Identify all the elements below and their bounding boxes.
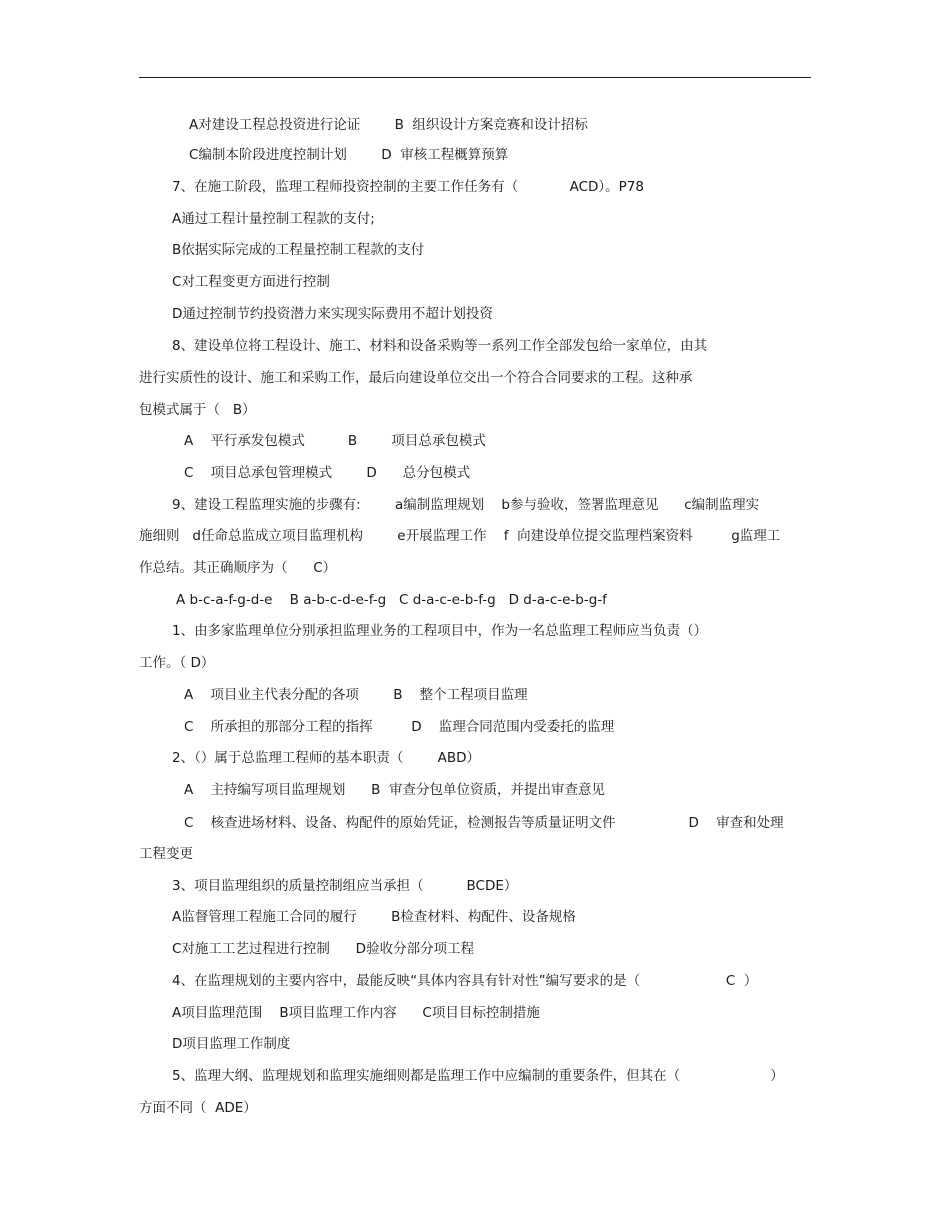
q1-stem-line1: 1、由多家监理单位分别承担监理业务的工程项目中，作为一名总监理工程师应当负责（） (172, 623, 708, 639)
q4-options-abc: A项目监理范围 B项目监理工作内容 C项目目标控制措施 (172, 1005, 540, 1021)
q4-stem: 4、在监理规划的主要内容中，最能反映“具体内容具有针对性”编写要求的是（ C ） (172, 973, 758, 989)
q8-options-cd: C 项目总承包管理模式 D 总分包模式 (184, 465, 471, 481)
q7-stem: 7、在施工阶段，监理工程师投资控制的主要工作任务有（ ACD）。P78 (172, 179, 644, 195)
q7-option-d: D通过控制节约投资潜力来实现实际费用不超计划投资 (172, 306, 493, 322)
q3-options-ab: A监督管理工程施工合同的履行 B检查材料、构配件、设备规格 (172, 909, 576, 925)
q3-stem: 3、项目监理组织的质量控制组应当承担（ BCDE） (172, 878, 518, 894)
q2-options-ab: A 主持编写项目监理规划 B 审查分包单位资质，并提出审查意见 (184, 782, 605, 798)
q2-options-cd: C 核查进场材料、设备、构配件的原始凭证，检测报告等质量证明文件 D 审查和处理 (184, 815, 784, 831)
q7-option-c: C对工程变更方面进行控制 (172, 274, 330, 290)
q6-options-cd: C编制本阶段进度控制计划 D 审核工程概算预算 (189, 147, 509, 163)
q4-option-d: D项目监理工作制度 (172, 1036, 291, 1052)
q7-option-b: B依据实际完成的工程量控制工程款的支付 (172, 242, 425, 258)
header-rule (139, 77, 811, 78)
q8-stem-line1: 8、建设单位将工程设计、施工、材料和设备采购等一系列工作全部发包给一家单位，由其 (172, 338, 708, 354)
q8-options-ab: A 平行承发包模式 B 项目总承包模式 (184, 433, 486, 449)
q9-stem-line1: 9、建设工程监理实施的步骤有: a编制监理规划 b参与验收，签署监理意见 c编制监理实 (172, 497, 760, 513)
q9-stem-line2: 施细则 d任命总监成立项目监理机构 e开展监理工作 f 向建设单位提交监理档案资料 g监理工 (139, 528, 781, 544)
q7-option-a: A通过工程计量控制工程款的支付; (172, 211, 375, 227)
q2-stem: 2、（）属于总监理工程师的基本职责（ ABD） (172, 750, 481, 766)
q8-stem-line2: 进行实质性的设计、施工和采购工作，最后向建设单位交出一个符合合同要求的工程。这种承 (139, 370, 693, 386)
q1-options-ab: A 项目业主代表分配的各项 B 整个工程项目监理 (184, 687, 528, 703)
q9-options: A b-c-a-f-g-d-e B a-b-c-d-e-f-g C d-a-c-e-b-f-g D d-a-c-e-b-g-f (176, 592, 607, 608)
q5-stem-line2: 方面不同（ ADE） (139, 1100, 257, 1116)
q3-options-cd: C对施工工艺过程进行控制 D验收分部分项工程 (172, 941, 475, 957)
q5-stem-line1: 5、监理大纲、监理规划和监理实施细则都是监理工作中应编制的重要条件，但其在（ ） (172, 1068, 784, 1084)
q9-stem-line3: 作总结。其正确顺序为（ C） (139, 560, 337, 576)
q6-options-ab: A对建设工程总投资进行论证 B 组织设计方案竞赛和设计招标 (189, 117, 588, 133)
q2-options-cd-wrap: 工程变更 (139, 846, 193, 862)
q8-stem-line3: 包模式属于（ B） (139, 402, 256, 418)
q1-stem-line2: 工作。（ D） (139, 655, 215, 671)
q1-options-cd: C 所承担的那部分工程的指挥 D 监理合同范围内受委托的监理 (184, 719, 615, 735)
